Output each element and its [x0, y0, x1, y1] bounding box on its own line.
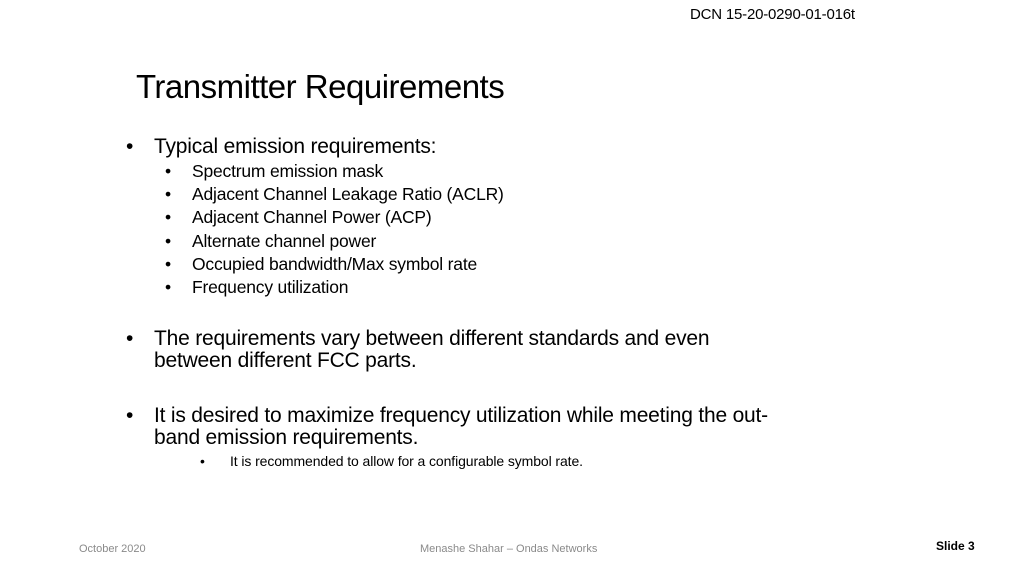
footer-date: October 2020: [79, 543, 146, 555]
sub-bullet-text: Frequency utilization: [192, 277, 349, 297]
bullet-text: The requirements vary between different standards and even: [154, 327, 710, 350]
sub-bullet-text: Alternate channel power: [192, 231, 377, 251]
bullet-dot: •: [165, 254, 171, 274]
bullet-dot: •: [126, 404, 134, 427]
sub-bullet-text: Adjacent Channel Leakage Ratio (ACLR): [192, 184, 504, 204]
sub-bullet-item: [165, 206, 432, 229]
slide-title: Transmitter Requirements: [136, 68, 505, 105]
slide-number: Slide 3: [936, 539, 975, 553]
dcn-label: DCN 15-20-0290-01-016t: [690, 6, 855, 23]
footer-author: Menashe Shahar – Ondas Networks: [420, 543, 598, 555]
sub-sub-bullet-text: It is recommended to allow for a configurable symbol rate.: [230, 453, 583, 469]
sub-bullet-item: [165, 276, 349, 299]
bullet-dot: •: [165, 184, 171, 204]
bullet-dot: •: [126, 135, 134, 158]
bullet-text: band emission requirements.: [154, 426, 419, 449]
bullet-text: It is desired to maximize frequency utilization while meeting the out-: [154, 404, 768, 427]
sub-bullet-item: [165, 183, 504, 206]
bullet-dot: •: [165, 161, 171, 181]
sub-bullet-item: [165, 230, 377, 253]
bullet-text: Typical emission requirements:: [154, 135, 437, 158]
bullet-dot: •: [165, 207, 171, 227]
bullet-text: between different FCC parts.: [154, 349, 417, 372]
sub-sub-bullet-item: [200, 452, 583, 470]
bullet-maximize-utilization: [126, 404, 768, 427]
sub-bullet-text: Occupied bandwidth/Max symbol rate: [192, 254, 478, 274]
bullet-typical-emission: [126, 135, 437, 158]
bullet-dot: •: [126, 327, 134, 350]
bullet-dot: •: [165, 277, 171, 297]
sub-bullet-text: Spectrum emission mask: [192, 161, 384, 181]
bullet-continuation: [154, 349, 416, 372]
bullet-dot: •: [165, 231, 171, 251]
bullet-requirements-vary: [126, 327, 710, 350]
sub-bullet-item: [165, 160, 384, 183]
bullet-dot: •: [200, 453, 205, 469]
sub-bullet-item: [165, 253, 478, 276]
bullet-continuation: [154, 426, 418, 449]
sub-bullet-text: Adjacent Channel Power (ACP): [192, 207, 432, 227]
